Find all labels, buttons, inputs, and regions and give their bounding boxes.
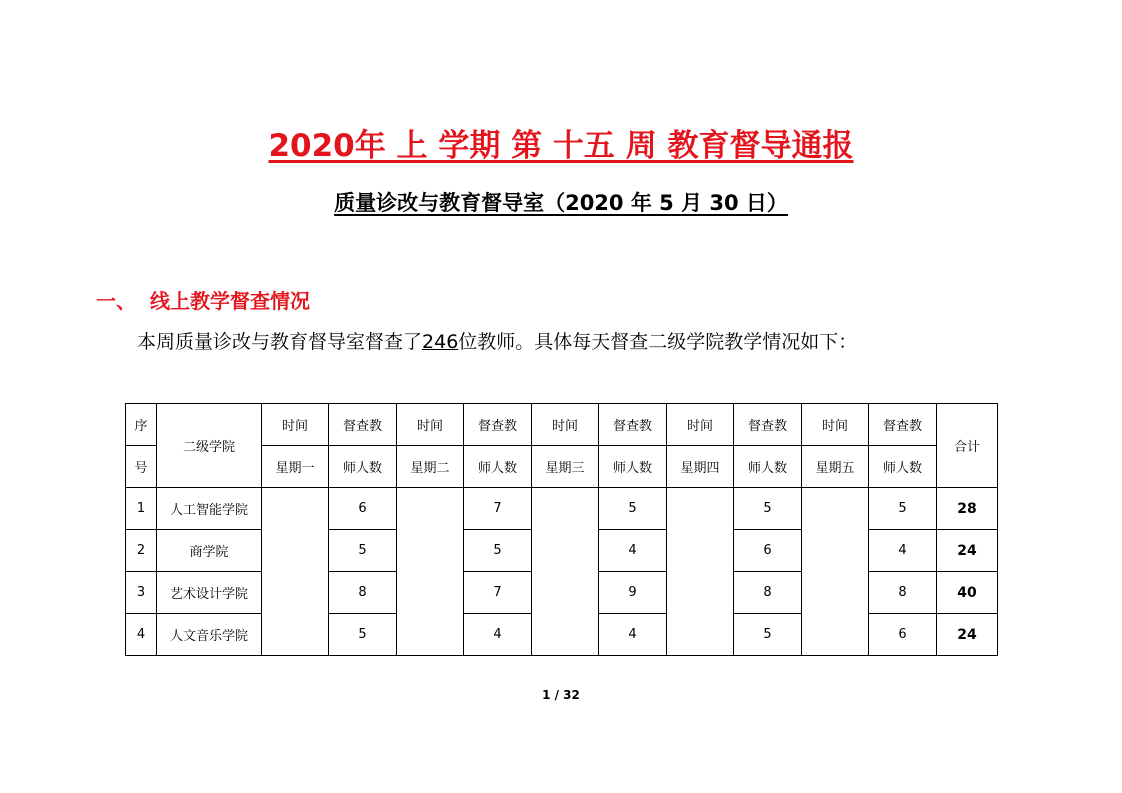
row-seq: 1 (126, 488, 157, 530)
row-count: 4 (599, 614, 667, 656)
section-number: 一、 (96, 289, 136, 313)
header-time: 时间 (397, 404, 464, 446)
row-count: 5 (329, 614, 397, 656)
section-title: 线上教学督查情况 (150, 289, 310, 313)
row-count: 5 (329, 530, 397, 572)
header-seq-bottom: 号 (126, 446, 157, 488)
day-cell (532, 488, 599, 656)
header-day: 星期四 (667, 446, 734, 488)
header-day: 星期五 (802, 446, 869, 488)
row-count: 4 (599, 530, 667, 572)
header-count-bottom: 师人数 (464, 446, 532, 488)
header-day: 星期二 (397, 446, 464, 488)
row-college: 人文音乐学院 (157, 614, 262, 656)
row-total: 24 (937, 530, 998, 572)
row-count: 4 (869, 530, 937, 572)
header-day: 星期一 (262, 446, 329, 488)
row-seq: 2 (126, 530, 157, 572)
header-count-bottom: 师人数 (869, 446, 937, 488)
row-count: 5 (869, 488, 937, 530)
row-count: 8 (734, 572, 802, 614)
supervision-table (125, 403, 998, 656)
header-college: 二级学院 (157, 404, 262, 488)
row-college: 商学院 (157, 530, 262, 572)
header-seq-top: 序 (126, 404, 157, 446)
header-count-top: 督查教 (869, 404, 937, 446)
row-count: 8 (329, 572, 397, 614)
row-seq: 3 (126, 572, 157, 614)
teacher-count: 246 (422, 331, 459, 353)
header-time: 时间 (667, 404, 734, 446)
row-count: 4 (464, 614, 532, 656)
row-total: 24 (937, 614, 998, 656)
header-count-top: 督查教 (329, 404, 397, 446)
row-count: 9 (599, 572, 667, 614)
row-count: 5 (599, 488, 667, 530)
header-count-top: 督查教 (734, 404, 802, 446)
header-count-top: 督查教 (464, 404, 532, 446)
row-count: 6 (734, 530, 802, 572)
day-cell (802, 488, 869, 656)
row-college: 人工智能学院 (157, 488, 262, 530)
table-header-row (126, 404, 998, 446)
row-count: 5 (734, 614, 802, 656)
header-count-bottom: 师人数 (734, 446, 802, 488)
report-title: 2020年 上 学期 第 十五 周 教育督导通报 (268, 128, 854, 164)
section-heading (96, 286, 310, 316)
day-cell (397, 488, 464, 656)
header-count-top: 督查教 (599, 404, 667, 446)
row-total: 40 (937, 572, 998, 614)
row-total: 28 (937, 488, 998, 530)
header-time: 时间 (802, 404, 869, 446)
table-row (126, 488, 998, 530)
header-count-bottom: 师人数 (329, 446, 397, 488)
header-time: 时间 (262, 404, 329, 446)
row-seq: 4 (126, 614, 157, 656)
row-count: 8 (869, 572, 937, 614)
row-count: 7 (464, 488, 532, 530)
row-count: 5 (464, 530, 532, 572)
row-count: 6 (329, 488, 397, 530)
day-cell (262, 488, 329, 656)
header-day: 星期三 (532, 446, 599, 488)
row-count: 7 (464, 572, 532, 614)
header-time: 时间 (532, 404, 599, 446)
header-count-bottom: 师人数 (599, 446, 667, 488)
row-count: 5 (734, 488, 802, 530)
header-total: 合计 (937, 404, 998, 488)
row-count: 6 (869, 614, 937, 656)
summary-paragraph: 本周质量诊改与教育督导室督查了246位教师。具体每天督查二级学院教学情况如下： (137, 331, 858, 353)
row-college: 艺术设计学院 (157, 572, 262, 614)
page-number: 1 / 32 (542, 688, 580, 702)
report-subtitle: 质量诊改与教育督导室（2020 年 5 月 30 日） (334, 191, 788, 215)
day-cell (667, 488, 734, 656)
